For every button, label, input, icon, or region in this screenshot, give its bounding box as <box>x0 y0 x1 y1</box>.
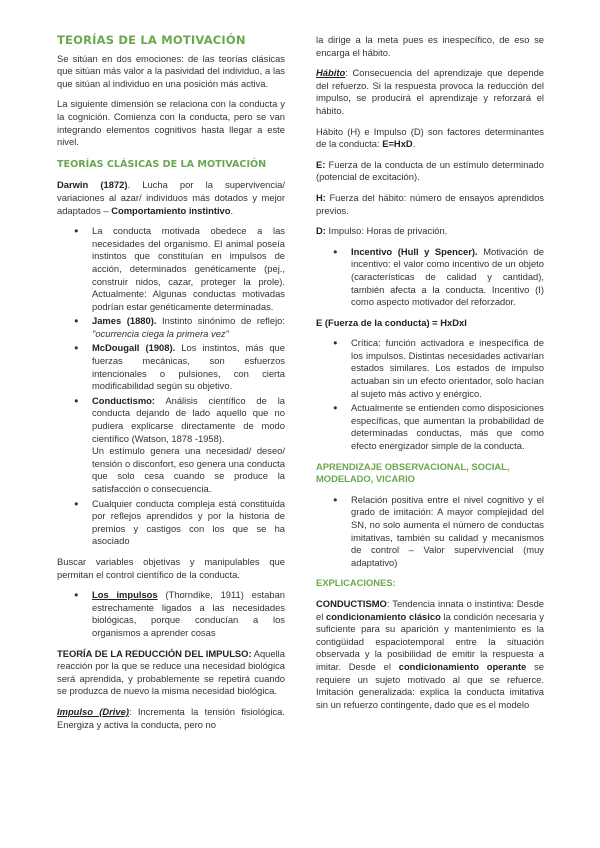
darwin-text: . Lucha por la supervivencia/ variaciones al azar/ individuos más dotados y mejor adaptados – <box>57 179 285 216</box>
reduccion-paragraph <box>57 648 285 698</box>
conductismo-text: la condición necesaria y suficiente para su aparición y mantenimiento es la contigüidad espaciotemporal entre la situación observada y la posibilidad de emitir la respuesta a imitar. Desde el <box>316 610 544 672</box>
impulso-text: : Incrementa la tensión fisiológica. Energiza y activa la conducta, pero no <box>57 705 285 730</box>
aprendizaje-list <box>316 494 544 570</box>
list-item <box>57 342 285 392</box>
list-item <box>57 589 285 639</box>
list-item-bold: McDougall (1908). <box>92 342 176 354</box>
list-item-text: Cualquier conducta compleja está constituida por reflejos aprendidos y por la historia de premios y castigos con los que se ha asociado <box>92 497 285 547</box>
section-title-aprendizaje: APRENDIZAJE OBSERVACIONAL, SOCIAL, MODELADO, VICARIO <box>316 460 510 485</box>
habito-text: : Consecuencia del aprendizaje que depende del refuerzo. Si la respuesta provoca la reducción del impulso, se producirá el aprendizaje y reforzará el hábito. <box>316 67 544 116</box>
dimension-paragraph: La siguiente dimensión se relaciona con la conducta y la cognición. Comienza con la conducta, pero se van integrando elementos cognitivos hasta llegar a este nivel. <box>57 98 285 148</box>
formula-hdi: E (Fuerza de la conducta) = HxDxI <box>316 316 467 328</box>
reduccion-text: Aquella reacción por la que se reduce una necesidad biológica será aprendida, y probablemente se repetirá cuando se produzca de nuevo la misma necesidad biológica. <box>57 647 285 697</box>
list-item <box>57 395 285 496</box>
darwin-name: Darwin (1872) <box>57 179 128 191</box>
conductismo-bold: condicionamiento operante <box>398 660 527 672</box>
list-item-bold: Conductismo: <box>92 394 156 406</box>
conductismo-label: CONDUCTISMO <box>316 597 387 609</box>
incentive-list <box>316 246 544 309</box>
darwin-bold: Comportamiento instintivo <box>111 204 231 216</box>
list-item-text: Un estímulo genera una necesidad/ deseo/ tensión o disconfort, eso genera una conducta que solo cesa cuando se produce la satisfacción o consecuencia. <box>92 445 285 494</box>
list-item <box>316 494 544 570</box>
list-item-text: Relación positiva entre el nivel cognitivo y el grado de imitación: A mayor complejidad del SN, no solo aumenta el número de conductas imitativas, también su calidad y mecanismos de control – Valor supervivencial (muy adaptativo) <box>351 493 544 568</box>
continuation-paragraph: la dirige a la meta pues es inespecífico, de eso se encarga el hábito. <box>316 34 544 58</box>
darwin-end: . <box>230 204 234 216</box>
factors-text: Hábito (H) e Impulso (D) son factores determinantes de la conducta: <box>316 125 544 150</box>
h-label: H: <box>316 191 326 203</box>
list-item <box>316 246 544 309</box>
d-text: Impulso: Horas de privación. <box>325 225 448 237</box>
formula-heading <box>316 317 544 330</box>
list-item <box>57 315 285 340</box>
d-definition <box>316 225 544 238</box>
critique-list <box>316 337 544 452</box>
h-text: Fuerza del hábito: número de ensayos aprendidos previos. <box>316 191 544 216</box>
list-item-bold: Los impulsos <box>92 589 158 601</box>
list-item-bold: Incentivo (Hull y Spencer). <box>351 245 478 257</box>
list-item <box>57 498 285 548</box>
intro-paragraph: Se sitúan en dos emociones: de las teorías clásicas que sitúan más valor a la pasividad del individuo, a las que sitúan al individuo en una posición más activa. <box>57 52 285 89</box>
factors-end: . <box>412 138 416 150</box>
list-item <box>57 225 285 313</box>
list-item-text: Los instintos, más que fuerzas mecánicas, son esfuerzos intencionales o pulsiones, con cierta modificabilidad según su objetivo. <box>92 342 285 392</box>
section-title-clasicas: TEORÍAS CLÁSICAS DE LA MOTIVACIÓN <box>57 158 267 170</box>
list-item-text: La conducta motivada obedece a las necesidades del organismo. El animal poseía instintos que constituían en impulsos de acción, determinados genéticamente (pej., construir nidos, cazar, proteger la prole). Actualmente: Algunas conductas motivadas podrían estar genéticamente determinadas. <box>92 225 285 312</box>
list-item-text: Actualmente se entienden como disposiciones específicas, que aumentan la probabilidad de determinadas conductas, más que como efecto energizador simple de la conducta. <box>351 402 544 452</box>
left-column <box>57 34 285 739</box>
habito-term: Hábito <box>316 67 346 79</box>
impulso-term: Impulso (Drive) <box>57 705 129 717</box>
list-item-text: Crítica: función activadora e inespecífica de los impulsos. Distintas necesidades activarían estados similares. Los estados de impulso actuaban sin un efecto orientador, solo hacían al sujeto más activo y enérgico. <box>351 337 544 399</box>
list-item <box>316 402 544 452</box>
page-title: TEORÍAS DE LA MOTIVACIÓN <box>57 33 246 47</box>
impulse-list <box>57 589 285 639</box>
section-title-explicaciones: EXPLICACIONES: <box>316 577 396 589</box>
instinct-list <box>57 225 285 548</box>
variables-paragraph: Buscar variables objetivas y manipulables que permitan el control científico de la conducta. <box>57 555 285 580</box>
e-label: E: <box>316 158 326 170</box>
e-text: Fuerza de la conducta de un estímulo determinado (potencial de excitación). <box>316 158 544 183</box>
conductismo-text: se requiere un sujeto motivado al que se refuerce. Imitación generalizada: explica la conducta imitativa sin un refuerzo contingente, dado que es el modelo <box>316 660 545 710</box>
list-item-text: Motivación de incentivo: el valor como incentivo de un objeto (características de calidad y cantidad), también afecta a la conducta. Incentivo (I) como aspecto motivador del reforzador. <box>351 245 544 308</box>
e-definition <box>316 159 544 184</box>
darwin-paragraph <box>57 179 285 217</box>
conductismo-bold: condicionamiento clásico <box>326 610 441 622</box>
list-item-text: Análisis científico de la conducta dejando de lado aquello que no pudiera explicarse directamente de modo científico (Watson, 1878 -1958). <box>92 394 285 444</box>
conductismo-paragraph <box>316 598 544 711</box>
right-column <box>316 34 544 719</box>
impulso-paragraph <box>57 706 285 731</box>
conductismo-text: : Tendencia innata o instintiva: Desde el <box>316 597 544 622</box>
factors-paragraph <box>316 126 544 151</box>
list-item-italic: "ocurrencia ciega la primera vez" <box>92 327 229 339</box>
formula-ehd: E=HxD <box>382 138 413 150</box>
list-item-text: (Thorndike, 1911) estaban estrechamente ligados a las necesidades biológicas, porque conducían a los organismos a aprender cosas <box>92 589 285 638</box>
d-label: D: <box>316 225 326 237</box>
habito-paragraph <box>316 67 544 117</box>
h-definition <box>316 192 544 217</box>
reduccion-title: TEORÍA DE LA REDUCCIÓN DEL IMPULSO: <box>57 647 252 659</box>
list-item-text: Instinto sinónimo de reflejo: <box>156 315 285 327</box>
list-item-bold: James (1880). <box>92 315 157 327</box>
list-item <box>316 337 544 400</box>
